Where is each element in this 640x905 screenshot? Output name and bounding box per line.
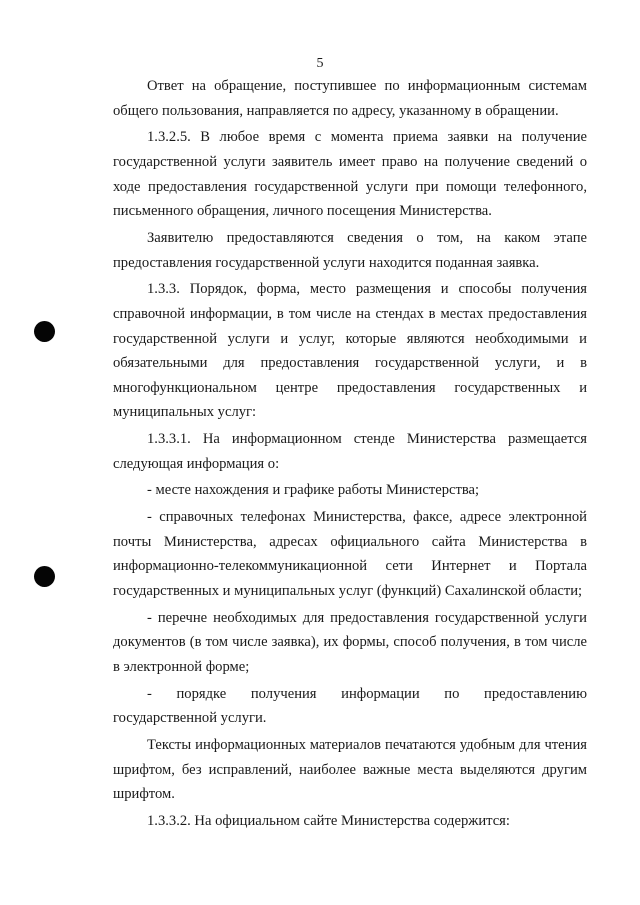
list-item-documents: - перечне необходимых для предоставления государственной услуги документов (в том числе заявка), их формы, способ получения, в том числе в электронной форме; — [113, 609, 587, 675]
list-item-procedure: - порядке получения информации по предоставлению государственной услуги. — [113, 685, 587, 727]
paragraph-1-3-3-2: 1.3.3.2. На официальном сайте Министерства содержится: — [147, 813, 510, 830]
punch-hole — [34, 566, 55, 587]
list-item-location: - месте нахождения и графике работы Министерства; — [147, 482, 480, 499]
page-number: 5 — [316, 56, 324, 71]
paragraph-1-3-3-1: 1.3.3.1. На информационном стенде Министерства размещается следующая информация о: — [113, 431, 587, 472]
document-body — [113, 74, 587, 836]
paragraph-stage-info: Заявителю предоставляются сведения о том, на каком этапе предоставления государственной услуги находится поданная заявка. — [113, 229, 587, 271]
paragraph-1-3-3: 1.3.3. Порядок, форма, место размещения и способы получения справочной информации, в том числе на стендах в местах предоставления государственной услуги и услуг, которые являются необходимыми и обязательными для предоставления государственной услуги, и в многофункциональном центре предоставления государственных и муниципальных услуг: — [113, 281, 587, 421]
paragraph-response-address: Ответ на обращение, поступившее по информационным системам общего пользования, направляется по адресу, указанному в обращении. — [113, 78, 587, 119]
paragraph-1-3-2-5: 1.3.2.5. В любое время с момента приема заявки на получение государственной услуги заявитель имеет право на получение сведений о ходе предоставления государственной услуги при помощи телефонного, письменного обращения, личного посещения Министерства. — [113, 129, 587, 220]
list-item-contacts: - справочных телефонах Министерства, факсе, адресе электронной почты Министерства, адресах официального сайта Министерства в информационно-телекоммуникационной сети Интернет и Портала государственных и муниципальных услуг (функций) Сахалинской области; — [113, 509, 587, 599]
paragraph-font-note: Тексты информационных материалов печатаются удобным для чтения шрифтом, без исправлений, наиболее важные места выделяются другим шрифтом. — [113, 737, 587, 803]
punch-hole — [34, 321, 55, 342]
